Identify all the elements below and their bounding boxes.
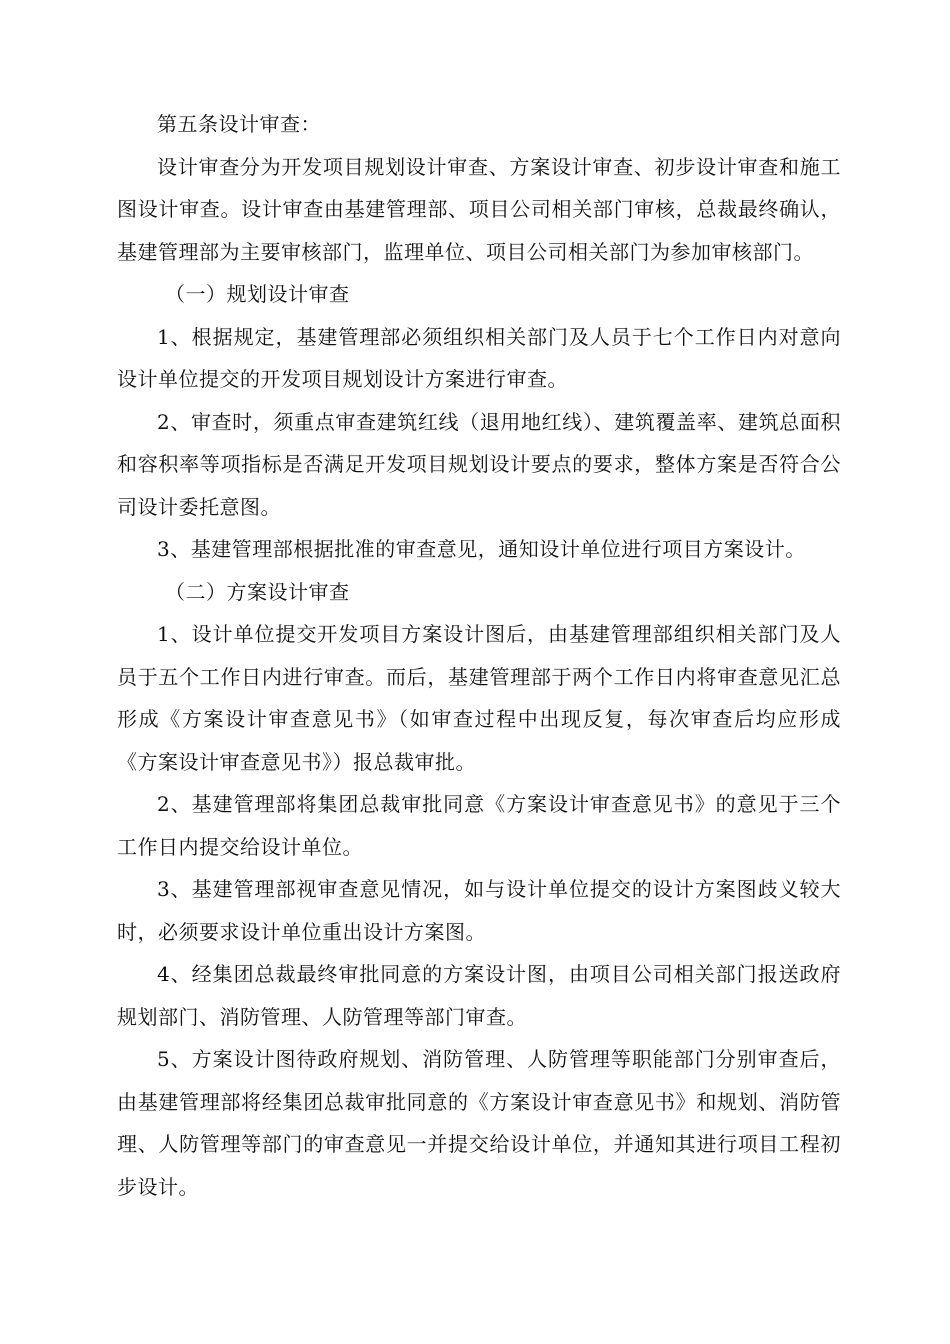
- s2-item-1: 1、设计单位提交开发项目方案设计图后，由基建管理部组织相关部门及人员于五个工作日内进行审查。而后，基建管理部于两个工作日内将审查意见汇总形成《方案设计审查意见书》（如审查过程中出现反复，每次审查后均应形成《方案设计审查意见书》）报总裁审批。: [117, 622, 841, 774]
- s2-item-5: 5、方案设计图待政府规划、消防管理、人防管理等职能部门分别审查后，由基建管理部将经集团总裁审批同意的《方案设计审查意见书》和规划、消防管理、人防管理等部门的审查意见一并提交给设计单位，并通知其进行项目工程初步设计。: [117, 1047, 841, 1199]
- s2-item-4: 4、经集团总裁最终审批同意的方案设计图，由项目公司相关部门报送政府规划部门、消防管理、人防管理等部门审查。: [117, 962, 841, 1029]
- s1-item-1: 1、根据规定，基建管理部必须组织相关部门及人员于七个工作日内对意向设计单位提交的开发项目规划设计方案进行审查。: [117, 324, 841, 391]
- s1-item-3: 3、基建管理部根据批准的审查意见，通知设计单位进行项目方案设计。: [157, 537, 806, 561]
- document-page: [117, 103, 841, 1208]
- intro-paragraph: 设计审查分为开发项目规划设计审查、方案设计审查、初步设计审查和施工图设计审查。设计审查由基建管理部、项目公司相关部门审核，总裁最终确认，基建管理部为主要审核部门，监理单位、项目公司相关部门为参加审核部门。: [117, 154, 841, 264]
- section-1-heading: （一）规划设计审查: [165, 282, 350, 306]
- s1-item-2: 2、审查时，须重点审查建筑红线（退用地红线）、建筑覆盖率、建筑总面积和容积率等项指标是否满足开发项目规划设计要点的要求，整体方案是否符合公司设计委托意图。: [117, 409, 841, 519]
- s2-item-2: 2、基建管理部将集团总裁审批同意《方案设计审查意见书》的意见于三个工作日内提交给设计单位。: [117, 792, 841, 859]
- article-heading: 第五条设计审查：: [157, 112, 321, 136]
- s2-item-3: 3、基建管理部视审查意见情况，如与设计单位提交的设计方案图歧义较大时，必须要求设计单位重出设计方案图。: [117, 877, 841, 944]
- section-2-heading: （二）方案设计审查: [165, 579, 350, 604]
